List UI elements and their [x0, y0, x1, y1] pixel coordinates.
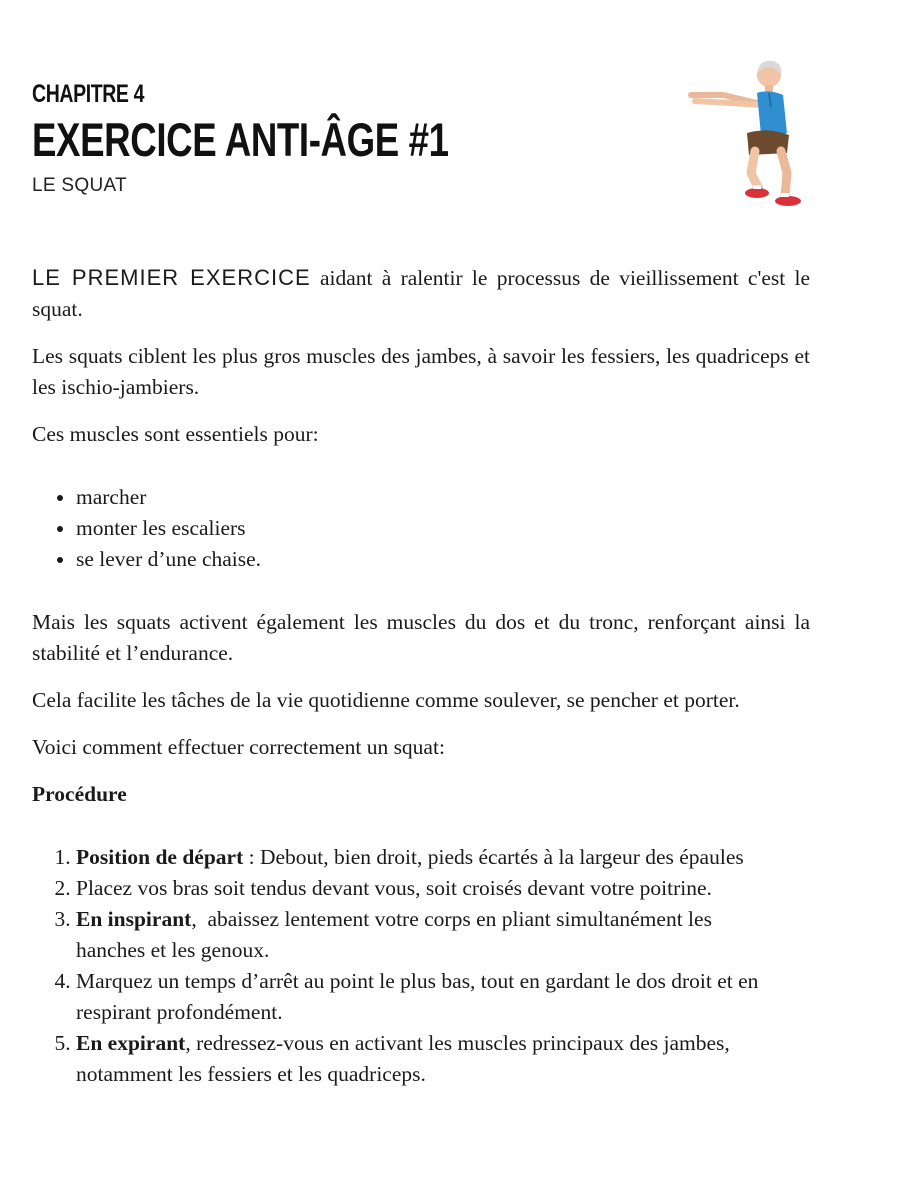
step-text: : Debout, bien droit, pieds écartés à la largeur des épaules — [243, 845, 744, 869]
paragraph-essential: Ces muscles sont essentiels pour: — [32, 422, 319, 446]
list-item: • se lever d’une chaise. — [76, 544, 810, 575]
chapter-label: CHAPITRE 4 — [32, 80, 145, 108]
leg-right — [781, 151, 787, 195]
chapter-header — [32, 0, 810, 230]
squatting-man-icon — [687, 55, 812, 215]
paragraph-muscles: Les squats ciblent les plus gros muscles des jambes, à savoir les fessiers, les quadriceps et les ischio-jambiers. — [32, 344, 810, 399]
step-bold: Position de départ — [76, 845, 244, 869]
step-item — [76, 842, 776, 873]
paragraph-back-core: Mais les squats activent également les muscles du dos et du tronc, renforçant ainsi la stabilité et l’endurance. — [32, 610, 810, 665]
intro-paragraph — [32, 262, 810, 325]
procedure-steps — [32, 842, 776, 1090]
tank-top — [757, 91, 787, 136]
page-subtitle: LE SQUAT — [32, 175, 127, 196]
intro-lead: LE PREMIER EXERCICE — [32, 265, 311, 290]
list-item: • marcher — [76, 482, 810, 513]
procedure-heading: Procédure — [32, 782, 127, 806]
intro-text: aidant à ralentir le processus de vieillissement c'est le squat. — [32, 266, 810, 321]
step-item — [76, 1028, 776, 1090]
step-item — [76, 966, 776, 1028]
document-page — [32, 0, 810, 1086]
arm-front — [695, 101, 763, 105]
shoe-left — [745, 188, 769, 198]
page-title: EXERCICE ANTI-ÂGE #1 — [32, 113, 449, 166]
article-body — [32, 262, 810, 1090]
step-text: Placez vos bras soit tendus devant vous, soit croisés devant votre poitrine. — [76, 876, 712, 900]
step-text: , redressez-vous en activant les muscles principaux des jambes, notamment les fessiers et les quadriceps. — [76, 1031, 730, 1086]
leg-left — [751, 151, 759, 189]
paragraph-how-to: Voici comment effectuer correctement un squat: — [32, 735, 445, 759]
step-text: Marquez un temps d’arrêt au point le plus bas, tout en gardant le dos droit et en respirant profondément. — [76, 969, 759, 1024]
shoe-right — [775, 196, 801, 206]
bullet-list — [32, 482, 810, 575]
step-bold: En inspirant — [76, 907, 192, 931]
step-item — [76, 904, 776, 966]
paragraph-daily-tasks: Cela facilite les tâches de la vie quotidienne comme soulever, se pencher et porter. — [32, 688, 740, 712]
step-text: , abaissez lentement votre corps en pliant simultanément les hanches et les genoux. — [76, 907, 718, 962]
list-item: • monter les escaliers — [76, 513, 810, 544]
step-bold: En expirant — [76, 1031, 186, 1055]
step-item — [76, 873, 776, 904]
